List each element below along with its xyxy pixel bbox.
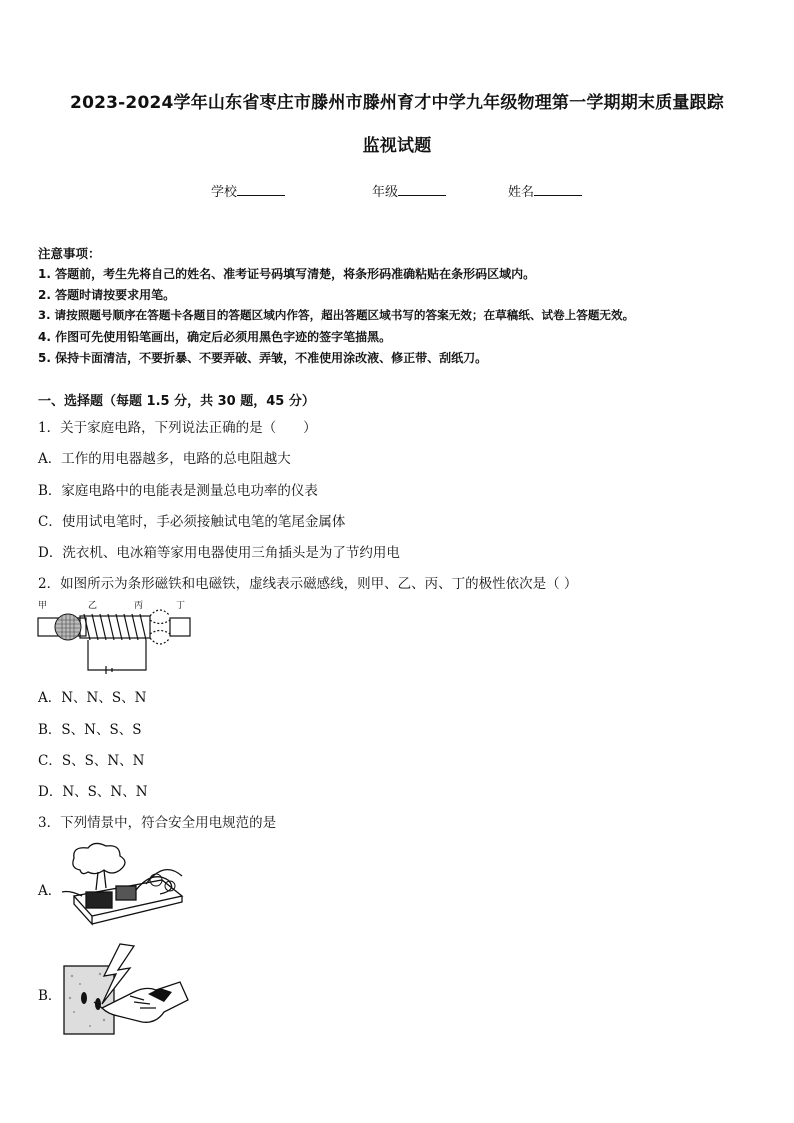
question-2-option-d: D．N、S、N、N [38,784,148,800]
notice-heading: 注意事项： [38,246,101,261]
grade-blank [398,183,446,196]
question-1-option-d: D．洗衣机、电冰箱等家用电器使用三角插头是为了节约用电 [38,545,400,561]
notice-item: 1. 答题前，考生先将自己的姓名、准考证号码填写清楚，将条形码准确粘贴在条形码区域内。 [38,267,536,281]
question-2-stem: 2．如图所示为条形磁铁和电磁铁，虚线表示磁感线，则甲、乙、丙、丁的极性依次是（ ） [38,576,578,592]
name-label: 姓名 [508,185,535,200]
figure-label-jia: 甲 [38,601,48,611]
question-2-option-a: A．N、N、S、N [38,690,147,706]
notice-item: 2. 答题时请按要求用笔。 [38,288,176,302]
question-3-option-b: B． [38,988,62,1004]
notice-item: 5. 保持卡面清洁，不要折暴、不要弄破、弄皱，不准使用涂改液、修正带、刮纸刀。 [38,351,488,365]
notice-item: 3. 请按照题号顺序在答题卡各题目的答题区域内作答，超出答题区域书写的答案无效；在草稿纸、试卷上答题无效。 [38,308,635,322]
question-1-stem: 1．关于家庭电路，下列说法正确的是（ ） [38,420,317,436]
school-blank [237,183,285,196]
page-title-line1: 2023-2024学年山东省枣庄市滕州市滕州育才中学九年级物理第一学期期末质量跟踪 [70,93,724,113]
page-title-line2: 监视试题 [362,136,432,156]
wet-hand-socket-illustration [60,942,190,1038]
question-2-option-b: B．S、N、S、S [38,722,142,738]
question-1-option-c: C．使用试电笔时，手必须接触试电笔的笔尾金属体 [38,514,346,530]
question-2-option-c: C．S、S、N、N [38,753,145,769]
name-field [508,181,582,200]
power-strip-smoke-illustration [60,840,190,926]
school-label: 学校 [211,185,238,200]
figure-label-ding: 丁 [176,601,186,611]
question-3-stem: 3．下列情景中，符合安全用电规范的是 [38,815,277,831]
figure-label-bing: 丙 [134,601,144,611]
notice-item: 4. 作图可先使用铅笔画出，确定后必须用黑色字迹的签字笔描黑。 [38,330,392,344]
question-1-option-b: B．家庭电路中的电能表是测量总电功率的仪表 [38,483,318,499]
grade-field [372,181,446,200]
magnet-figure [36,606,192,678]
question-3-option-a: A． [38,883,62,899]
figure-label-yi: 乙 [88,601,98,611]
grade-label: 年级 [372,185,399,200]
school-field [211,181,285,200]
name-blank [534,183,582,196]
section-heading: 一、选择题（每题 1.5 分，共 30 题，45 分） [38,394,315,409]
question-1-option-a: A．工作的用电器越多，电路的总电阻越大 [38,451,291,467]
